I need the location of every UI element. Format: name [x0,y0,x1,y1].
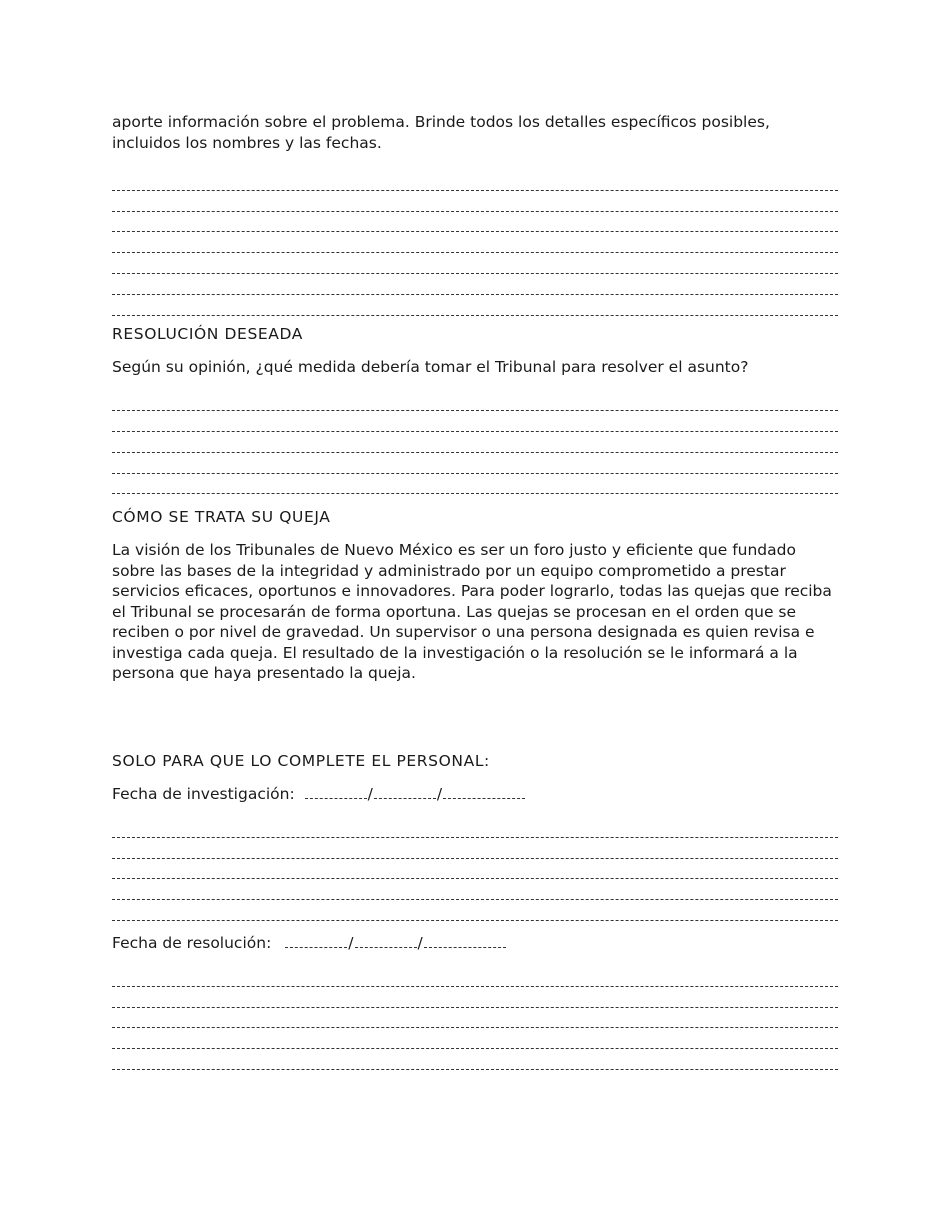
resolution-section [112,324,838,494]
resolution-heading: RESOLUCIÓN DESEADA [112,325,303,343]
date-separator: / [436,785,443,803]
staff-heading: SOLO PARA QUE LO COMPLETE EL PERSONAL: [112,752,490,770]
investigation-date-row [112,784,838,804]
notes-line[interactable] [112,1049,838,1070]
notes-line[interactable] [112,1008,838,1029]
investigation-month-field[interactable] [374,784,436,799]
resolution-year-field[interactable] [424,933,506,948]
notes-line[interactable] [112,987,838,1008]
handling-section [112,507,838,684]
handling-body: La visión de los Tribunales de Nuevo México es ser un foro justo y eficiente que fundado sobre las bases de la integridad y administrado por un equipo comprometido a prestar servicios eficaces, oportunos e innovadores. Para poder lograrlo, todas las quejas que reciba el Tribunal se procesarán de forma oportuna. Las quejas se procesan en el orden que se reciben o por nivel de gravedad. Un supervisor o una persona designada es quien revisa e investiga cada queja. El resultado de la investigación o la resolución se le informará a la persona que haya presentado la queja. [112,541,832,682]
resolution-month-field[interactable] [355,933,417,948]
resolution-date-row [112,933,838,953]
notes-line[interactable] [112,817,838,838]
resolution-notes-lines[interactable] [112,966,838,1070]
intro-section [112,112,838,316]
answer-line[interactable] [112,212,838,233]
answer-line[interactable] [112,453,838,474]
notes-line[interactable] [112,859,838,880]
answer-line[interactable] [112,253,838,274]
date-separator: / [367,785,373,803]
notes-line[interactable] [112,1028,838,1049]
investigation-date-label: Fecha de investigación: [112,785,295,803]
date-separator: / [417,933,423,952]
resolution-day-field[interactable] [285,933,347,948]
intro-text: aporte información sobre el problema. Brinde todos los detalles específicos posibles, incluidos los nombres y las fechas. [112,113,770,152]
answer-line[interactable] [112,170,838,191]
resolution-date-label: Fecha de resolución: [112,933,272,952]
notes-line[interactable] [112,838,838,859]
investigation-notes-lines[interactable] [112,817,838,921]
notes-line[interactable] [112,966,838,987]
resolution-question: Según su opinión, ¿qué medida debería tomar el Tribunal para resolver el asunto? [112,358,749,376]
staff-section [112,751,838,1070]
investigation-day-field[interactable] [305,784,367,799]
answer-line[interactable] [112,274,838,295]
answer-line[interactable] [112,432,838,453]
answer-line[interactable] [112,411,838,432]
notes-line[interactable] [112,879,838,900]
date-separator: / [348,933,354,952]
investigation-year-field[interactable] [443,784,525,799]
resolution-answer-lines[interactable] [112,391,838,495]
handling-heading: CÓMO SE TRATA SU QUEJA [112,508,331,526]
answer-line[interactable] [112,191,838,212]
answer-line[interactable] [112,391,838,412]
intro-answer-lines[interactable] [112,170,838,316]
answer-line[interactable] [112,295,838,316]
answer-line[interactable] [112,474,838,495]
answer-line[interactable] [112,232,838,253]
notes-line[interactable] [112,900,838,921]
